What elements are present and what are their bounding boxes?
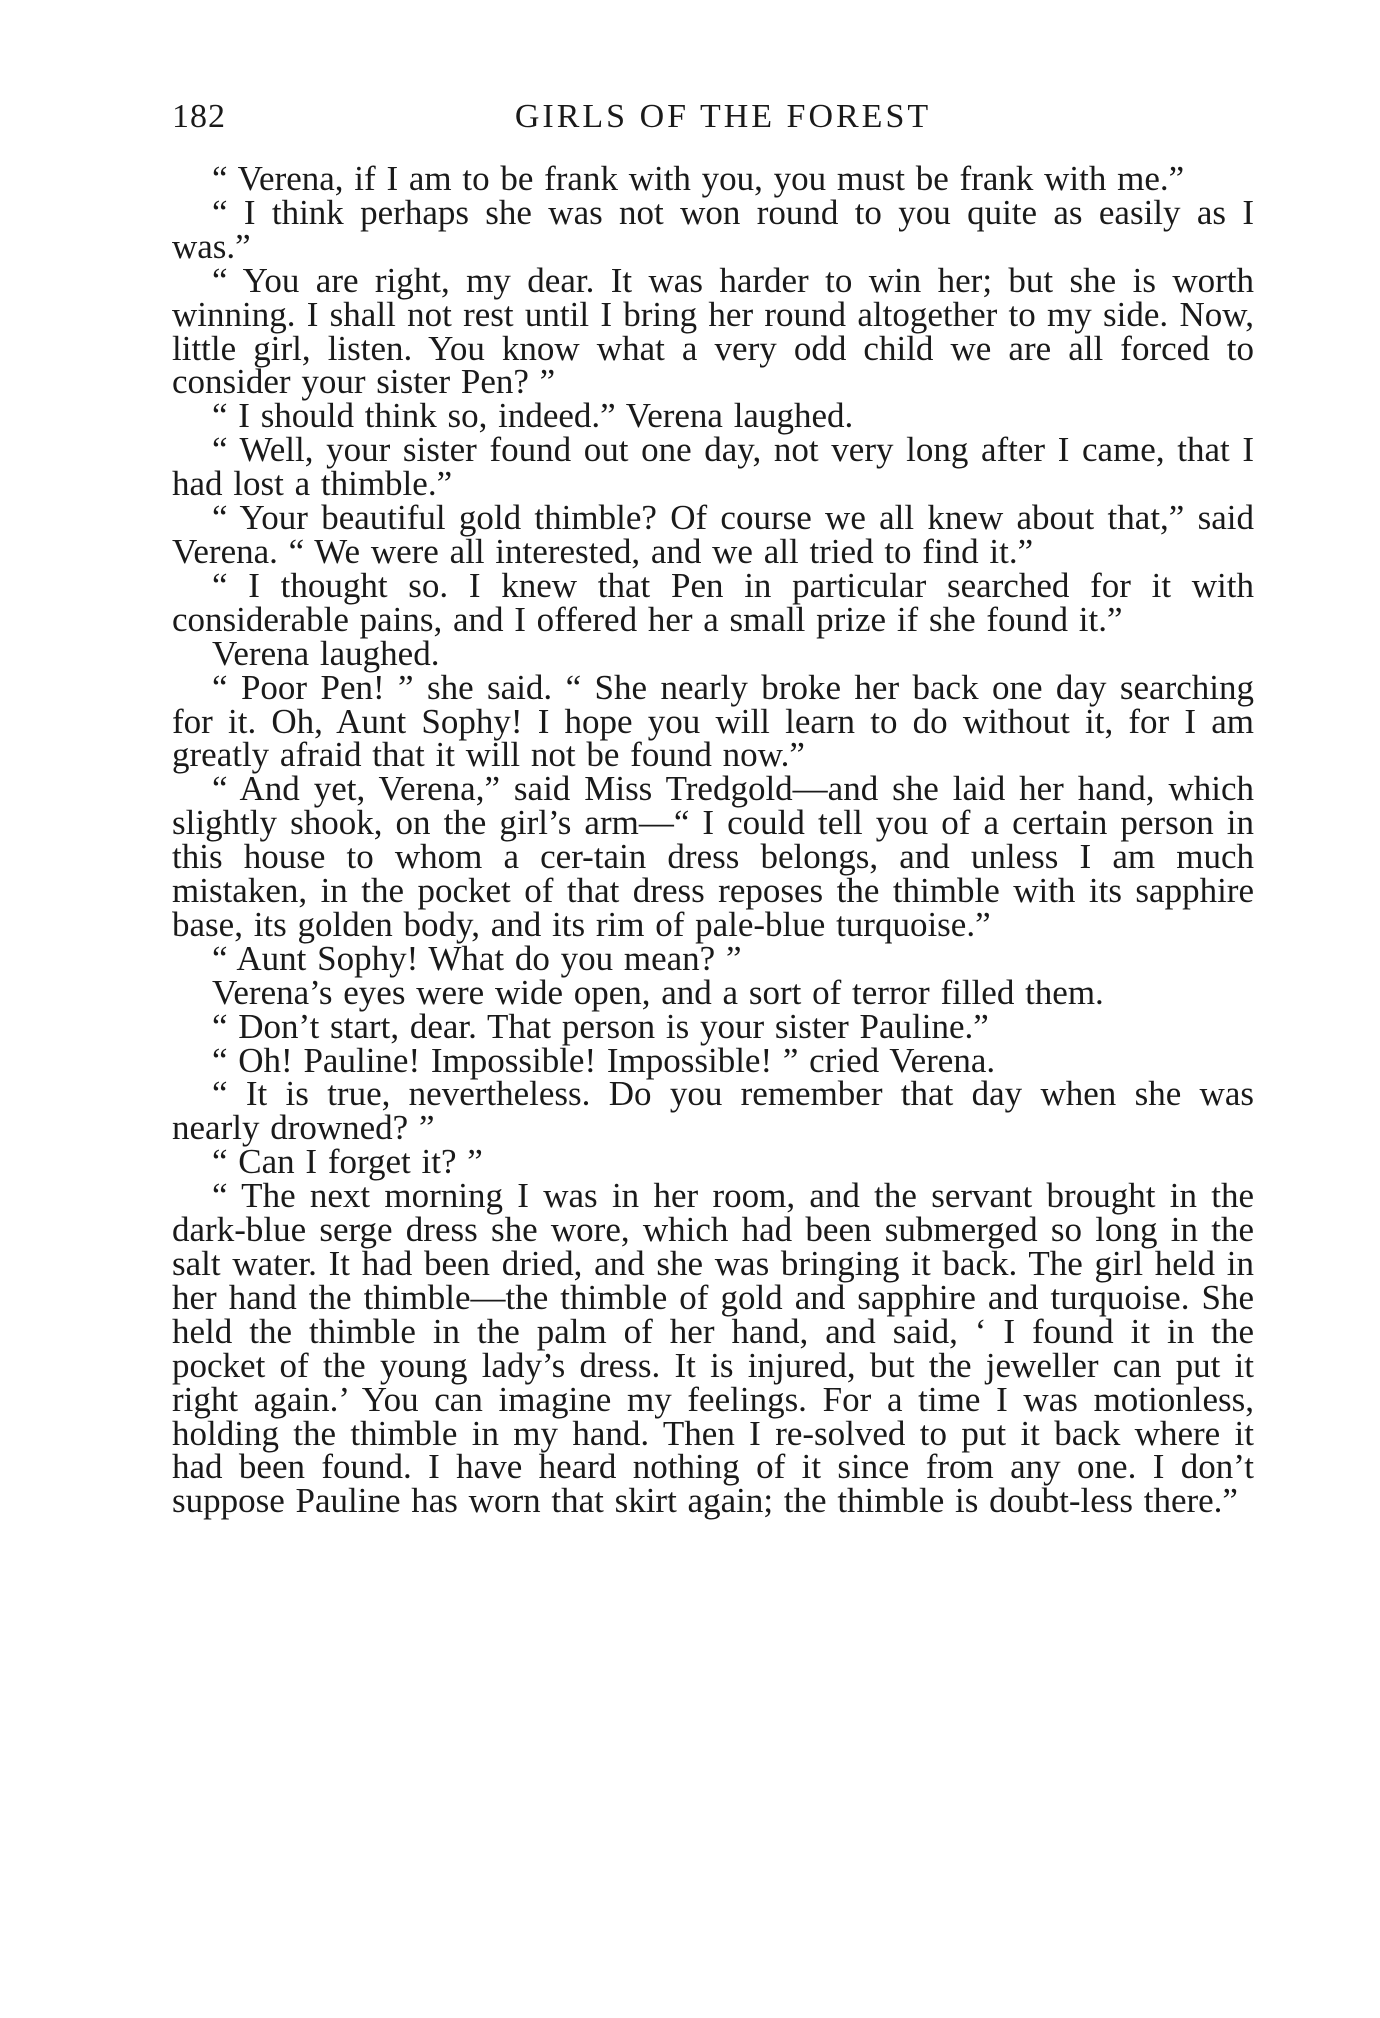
paragraph: “ Don’t start, dear. That person is your sister Pauline.”: [212, 1006, 989, 1046]
paragraph: “ Poor Pen! ” she said. “ She nearly broke her back one day searching for it. Oh, Aunt Sophy! I hope you will learn to do without it, for I am greatly afraid that it will not be found now.”: [172, 667, 1254, 775]
paragraph: “ Verena, if I am to be frank with you, you must be frank with me.”: [212, 159, 1185, 198]
paragraph: “ Can I forget it? ”: [212, 1142, 483, 1182]
paragraph: “ It is true, nevertheless. Do you remember that day when she was nearly drowned? ”: [172, 1074, 1254, 1148]
paragraph: “ I thought so. I knew that Pen in particular searched for it with considerable pains, and I offered her a small prize if she found it.”: [172, 565, 1254, 639]
running-head: [172, 92, 1254, 142]
paragraph: “ The next morning I was in her room, and the servant brought in the dark-blue serge dress she wore, which had been submerged so long in the salt water. It had been dried, and she was bringing it back. The girl held in her hand the thimble—the thimble of gold and sapphire and turquoise. She held the thimble in the palm of her hand, and said, ‘ I found it in the pocket of the young lady’s dress. It is injured, but the jeweller can put it right again.’ You can imagine my feelings. For a time I was motionless, holding the thimble in my hand. Then I re-solved to put it back where it had been found. I have heard nothing of it since from any one. I don’t suppose Pauline has worn that skirt again; the thimble is doubt-less there.”: [172, 1176, 1254, 1521]
paragraph: Verena laughed.: [212, 633, 440, 673]
paragraph: “ And yet, Verena,” said Miss Tredgold—and she laid her hand, which slightly shook, on the girl’s arm—“ I could tell you of a certain person in this house to whom a cer-tain dress belongs, and unless I am much mistaken, in the pocket of that dress reposes the thimble with its sapphire base, its golden body, and its rim of pale-blue turquoise.”: [172, 769, 1254, 944]
paragraph: “ Your beautiful gold thimble? Of course we all knew about that,” said Verena. “ We were all interested, and we all tried to find it.”: [172, 498, 1254, 571]
paragraph: “ Oh! Pauline! Impossible! Impossible! ” cried Verena.: [212, 1040, 996, 1080]
paragraph: “ I think perhaps she was not won round to you quite as easily as I was.”: [172, 192, 1254, 266]
body-text: [172, 159, 1254, 1521]
book-title: GIRLS OF THE FOREST: [514, 98, 932, 135]
page-number: 182: [172, 98, 226, 135]
paragraph: Verena’s eyes were wide open, and a sort of terror filled them.: [212, 972, 1104, 1012]
paragraph: “ Well, your sister found out one day, not very long after I came, that I had lost a thimble.”: [172, 430, 1254, 504]
paragraph: “ Aunt Sophy! What do you mean? ”: [212, 938, 742, 978]
paragraph: “ I should think so, indeed.” Verena laughed.: [212, 396, 854, 436]
paragraph: “ You are right, my dear. It was harder to win her; but she is worth winning. I shall not rest until I bring her round altogether to my side. Now, little girl, listen. You know what a very odd child we are all forced to consider your sister Pen? ”: [172, 260, 1254, 402]
